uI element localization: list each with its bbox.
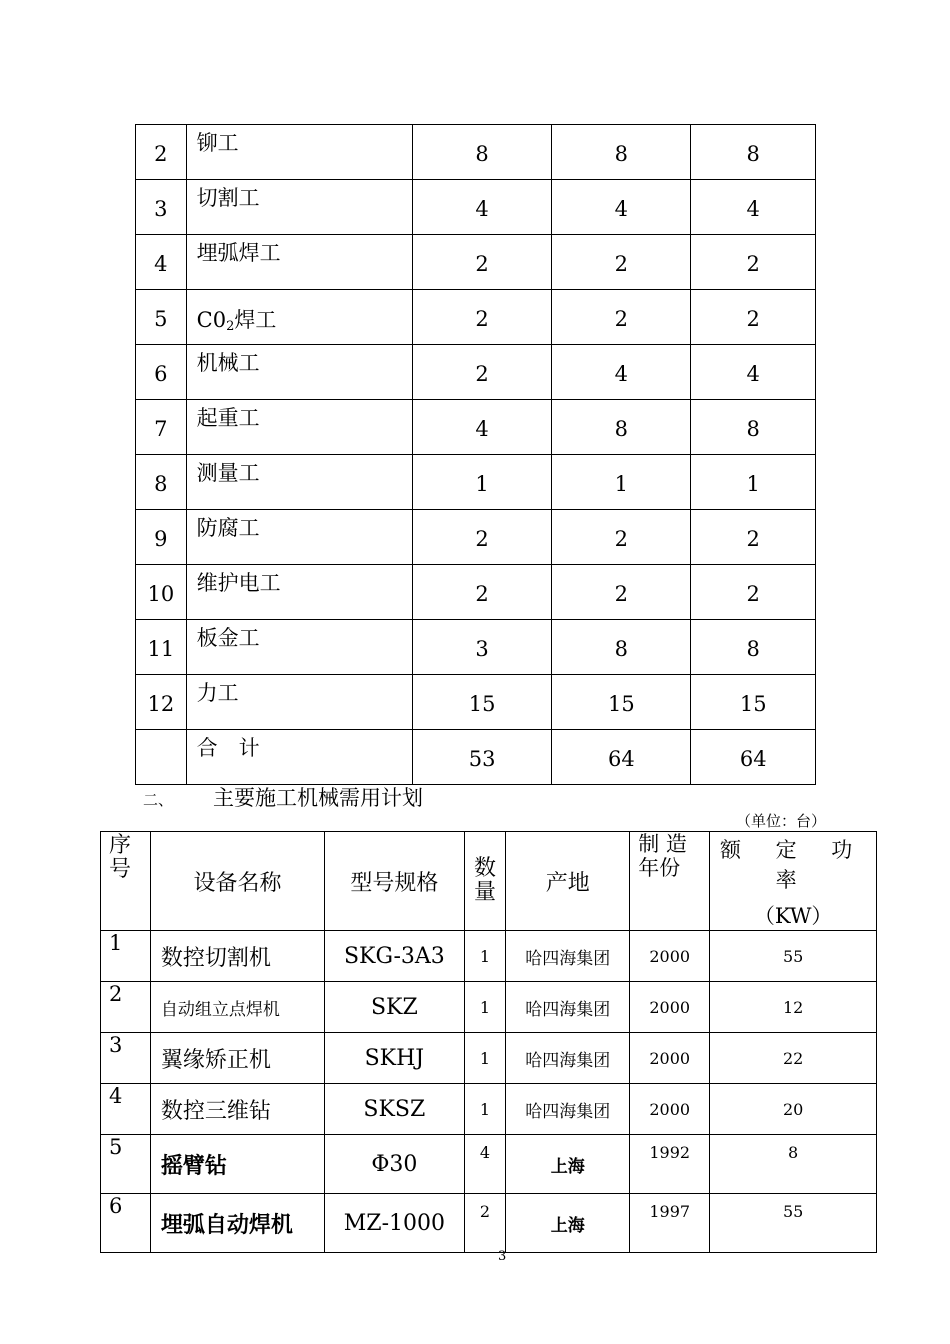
equipment-row <box>101 1194 877 1253</box>
labor-name: 测量工 <box>186 455 412 510</box>
labor-no: 10 <box>136 565 187 620</box>
equipment-model: SKZ <box>325 982 464 1033</box>
labor-value-1: 1 <box>412 455 551 510</box>
equipment-name: 摇臂钻 <box>150 1135 324 1194</box>
labor-no: 12 <box>136 675 187 730</box>
section-heading <box>143 782 423 812</box>
labor-row <box>136 730 816 785</box>
labor-value-2: 2 <box>552 235 691 290</box>
equipment-name: 数控三维钻 <box>150 1084 324 1135</box>
header-name: 设备名称 <box>150 832 324 931</box>
labor-value-3: 2 <box>691 290 816 345</box>
labor-no: 7 <box>136 400 187 455</box>
labor-value-1: 2 <box>412 345 551 400</box>
labor-no: 3 <box>136 180 187 235</box>
equipment-row <box>101 1084 877 1135</box>
header-power-line2: （KW） <box>753 904 833 928</box>
labor-row <box>136 620 816 675</box>
equipment-no: 2 <box>101 982 151 1033</box>
labor-no: 8 <box>136 455 187 510</box>
labor-no: 11 <box>136 620 187 675</box>
equipment-no: 6 <box>101 1194 151 1253</box>
labor-value-2: 1 <box>552 455 691 510</box>
header-power-line1: 额 定 功 率 <box>719 838 867 892</box>
labor-name: 机械工 <box>186 345 412 400</box>
labor-value-3: 2 <box>691 565 816 620</box>
labor-value-2: 64 <box>552 730 691 785</box>
equipment-qty: 1 <box>464 931 506 982</box>
labor-name-prefix: C0 <box>196 308 227 332</box>
labor-row <box>136 345 816 400</box>
labor-no: 2 <box>136 125 187 180</box>
equipment-power: 55 <box>710 1194 877 1253</box>
labor-value-1: 3 <box>412 620 551 675</box>
equipment-origin: 哈四海集团 <box>506 1084 630 1135</box>
equipment-power: 55 <box>710 931 877 982</box>
equipment-year: 2000 <box>630 1084 710 1135</box>
header-model: 型号规格 <box>325 832 464 931</box>
equipment-row <box>101 931 877 982</box>
page-number: 3 <box>498 1249 507 1264</box>
labor-name: 起重工 <box>186 400 412 455</box>
labor-value-2: 8 <box>552 125 691 180</box>
labor-value-2: 8 <box>552 400 691 455</box>
section-title: 主要施工机械需用计划 <box>213 786 424 810</box>
labor-value-3: 8 <box>691 620 816 675</box>
equipment-name: 埋弧自动焊机 <box>150 1194 324 1253</box>
equipment-name: 数控切割机 <box>150 931 324 982</box>
labor-value-2: 15 <box>552 675 691 730</box>
header-origin: 产地 <box>506 832 630 931</box>
labor-value-3: 15 <box>691 675 816 730</box>
labor-value-2: 2 <box>552 290 691 345</box>
labor-no: 9 <box>136 510 187 565</box>
equipment-origin: 哈四海集团 <box>506 931 630 982</box>
labor-value-1: 2 <box>412 290 551 345</box>
labor-value-3: 64 <box>691 730 816 785</box>
labor-name: 铆工 <box>186 125 412 180</box>
labor-name-subscript: 2 <box>226 319 235 334</box>
labor-row <box>136 455 816 510</box>
equipment-year: 2000 <box>630 982 710 1033</box>
labor-name: 维护电工 <box>186 565 412 620</box>
header-no: 序号 <box>101 832 151 931</box>
equipment-row <box>101 982 877 1033</box>
labor-name <box>186 290 412 345</box>
header-qty: 数量 <box>464 832 506 931</box>
equipment-qty: 4 <box>464 1135 506 1194</box>
equipment-power: 12 <box>710 982 877 1033</box>
equipment-year: 1997 <box>630 1194 710 1253</box>
equipment-year: 2000 <box>630 1033 710 1084</box>
equipment-qty: 2 <box>464 1194 506 1253</box>
labor-value-1: 53 <box>412 730 551 785</box>
equipment-year: 2000 <box>630 931 710 982</box>
labor-value-2: 2 <box>552 510 691 565</box>
equipment-model: SKSZ <box>325 1084 464 1135</box>
labor-value-1: 4 <box>412 180 551 235</box>
equipment-origin: 哈四海集团 <box>506 1033 630 1084</box>
header-year: 制 造 年份 <box>630 832 710 931</box>
labor-row <box>136 235 816 290</box>
labor-row <box>136 400 816 455</box>
labor-name: 埋弧焊工 <box>186 235 412 290</box>
labor-row <box>136 180 816 235</box>
labor-row <box>136 125 816 180</box>
labor-value-1: 8 <box>412 125 551 180</box>
labor-row <box>136 510 816 565</box>
labor-value-2: 2 <box>552 565 691 620</box>
equipment-origin: 上海 <box>506 1135 630 1194</box>
labor-row <box>136 675 816 730</box>
labor-name: 合 计 <box>186 730 412 785</box>
labor-name: 力工 <box>186 675 412 730</box>
equipment-table <box>100 831 877 1253</box>
equipment-qty: 1 <box>464 1033 506 1084</box>
labor-no: 5 <box>136 290 187 345</box>
labor-value-3: 1 <box>691 455 816 510</box>
labor-no: 4 <box>136 235 187 290</box>
equipment-power: 20 <box>710 1084 877 1135</box>
equipment-model: SKHJ <box>325 1033 464 1084</box>
equipment-origin: 哈四海集团 <box>506 982 630 1033</box>
equipment-no: 1 <box>101 931 151 982</box>
labor-name-suffix: 焊工 <box>234 308 277 332</box>
equipment-name: 翼缘矫正机 <box>150 1033 324 1084</box>
labor-value-1: 4 <box>412 400 551 455</box>
labor-value-3: 2 <box>691 510 816 565</box>
labor-row <box>136 290 816 345</box>
equipment-no: 3 <box>101 1033 151 1084</box>
labor-value-2: 4 <box>552 180 691 235</box>
equipment-header-row <box>101 832 877 931</box>
labor-name: 防腐工 <box>186 510 412 565</box>
labor-value-1: 2 <box>412 235 551 290</box>
equipment-table-body <box>101 832 877 1253</box>
equipment-model: MZ-1000 <box>325 1194 464 1253</box>
labor-table-body <box>136 125 816 785</box>
equipment-origin: 上海 <box>506 1194 630 1253</box>
equipment-power: 22 <box>710 1033 877 1084</box>
unit-note: （单位：台） <box>736 812 827 830</box>
equipment-model: SKG-3A3 <box>325 931 464 982</box>
labor-value-3: 8 <box>691 400 816 455</box>
labor-value-3: 4 <box>691 180 816 235</box>
equipment-power: 8 <box>710 1135 877 1194</box>
equipment-model: Φ30 <box>325 1135 464 1194</box>
labor-value-3: 4 <box>691 345 816 400</box>
labor-value-3: 8 <box>691 125 816 180</box>
section-number: 二、 <box>143 791 174 809</box>
equipment-year: 1992 <box>630 1135 710 1194</box>
labor-no: 6 <box>136 345 187 400</box>
equipment-name: 自动组立点焊机 <box>150 982 324 1033</box>
equipment-row <box>101 1135 877 1194</box>
equipment-row <box>101 1033 877 1084</box>
labor-value-2: 4 <box>552 345 691 400</box>
equipment-qty: 1 <box>464 982 506 1033</box>
labor-value-1: 2 <box>412 510 551 565</box>
labor-no <box>136 730 187 785</box>
labor-value-1: 2 <box>412 565 551 620</box>
labor-value-1: 15 <box>412 675 551 730</box>
labor-table <box>135 124 816 785</box>
labor-name: 板金工 <box>186 620 412 675</box>
header-power <box>710 832 877 931</box>
labor-value-2: 8 <box>552 620 691 675</box>
labor-name: 切割工 <box>186 180 412 235</box>
labor-value-3: 2 <box>691 235 816 290</box>
equipment-no: 4 <box>101 1084 151 1135</box>
equipment-no: 5 <box>101 1135 151 1194</box>
labor-row <box>136 565 816 620</box>
equipment-qty: 1 <box>464 1084 506 1135</box>
